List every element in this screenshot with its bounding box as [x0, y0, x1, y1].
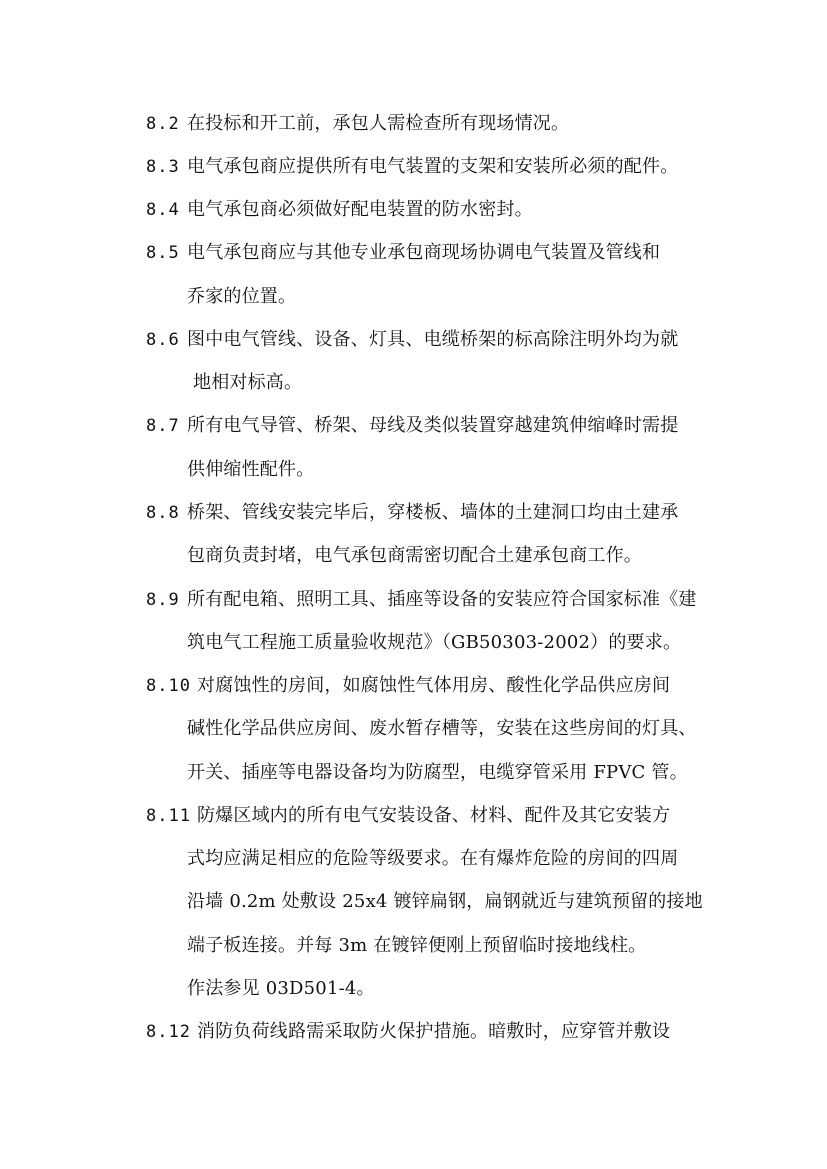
item-text: 开关、插座等电器设备均为防腐型，电缆穿管采用 FPVC 管。 [187, 762, 688, 783]
item-8-2 [146, 113, 569, 135]
item-text: 图中电气管线、设备、灯具、电缆桥架的标高除注明外均为就 [187, 329, 679, 350]
item-text: 电气承包商应提供所有电气装置的支架和安装所必须的配件。 [187, 156, 679, 177]
item-number: 8.10 [146, 676, 191, 696]
item-number: 8.3 [146, 157, 180, 177]
item-text: 作法参见 03D501-4。 [187, 978, 375, 999]
item-8-9-continuation [187, 632, 681, 654]
item-text: 消防负荷线路需采取防火保护措施。暗敷时，应穿管并敷设 [197, 1021, 671, 1042]
item-8-9 [146, 589, 697, 611]
item-text: 筑电气工程施工质量验收规范》（GB50303-2002）的要求。 [187, 632, 682, 653]
item-text: 所有电气导管、桥架、母线及类似装置穿越建筑伸缩峰时需提 [187, 415, 679, 436]
item-text: 对腐蚀性的房间，如腐蚀性气体用房、酸性化学品供应房间 [197, 675, 671, 696]
item-number: 8.12 [146, 1022, 191, 1042]
item-text: 地相对标高。 [193, 372, 303, 393]
item-8-12 [146, 1021, 670, 1043]
item-number: 8.6 [146, 330, 180, 350]
item-8-8 [146, 502, 678, 524]
item-text: 式均应满足相应的危险等级要求。在有爆炸危险的房间的四周 [187, 848, 679, 869]
item-8-6-continuation [193, 372, 302, 394]
item-text: 在投标和开工前，承包人需检查所有现场情况。 [187, 113, 570, 134]
item-number: 8.4 [146, 200, 180, 220]
item-text: 包商负责封堵，电气承包商需密切配合土建承包商工作。 [187, 545, 642, 566]
item-8-10-continuation [187, 718, 697, 740]
item-8-10-continuation [187, 762, 688, 784]
item-8-4 [146, 199, 533, 221]
item-8-5-continuation [187, 286, 296, 308]
item-text: 碱性化学品供应房间、废水暂存槽等，安装在这些房间的灯具、 [187, 718, 697, 739]
item-number: 8.8 [146, 503, 180, 523]
item-text: 端子板连接。并每 3m 在镀锌便刚上预留临时接地线柱。 [187, 935, 647, 956]
item-text: 桥架、管线安装完毕后，穿楼板、墙体的土建洞口均由土建承 [187, 502, 679, 523]
item-text: 电气承包商必须做好配电装置的防水密封。 [187, 199, 533, 220]
item-8-10 [146, 675, 670, 697]
item-text: 供伸缩性配件。 [187, 459, 315, 480]
item-text: 沿墙 0.2m 处敷设 25x4 镀锌扁钢，扁钢就近与建筑预留的接地 [187, 891, 703, 912]
item-8-7-continuation [187, 459, 314, 481]
item-8-7 [146, 415, 678, 437]
item-text: 所有配电箱、照明工具、插座等设备的安装应符合国家标准《建 [187, 589, 697, 610]
item-number: 8.5 [146, 243, 180, 263]
item-8-11-continuation [187, 978, 375, 1000]
item-number: 8.2 [146, 114, 180, 134]
item-number: 8.9 [146, 590, 180, 610]
item-number: 8.7 [146, 416, 180, 436]
item-number: 8.11 [146, 806, 191, 826]
item-8-8-continuation [187, 545, 642, 567]
item-text: 乔家的位置。 [187, 286, 297, 307]
item-8-11-continuation [187, 891, 703, 913]
item-text: 电气承包商应与其他专业承包商现场协调电气装置及管线和 [187, 242, 661, 263]
item-8-5 [146, 242, 660, 264]
item-8-11-continuation [187, 935, 646, 957]
item-text: 防爆区域内的所有电气安装设备、材料、配件及其它安装方 [197, 805, 671, 826]
item-8-11 [146, 805, 670, 827]
item-8-6 [146, 329, 678, 351]
item-8-11-continuation [187, 848, 678, 870]
item-8-3 [146, 156, 678, 178]
